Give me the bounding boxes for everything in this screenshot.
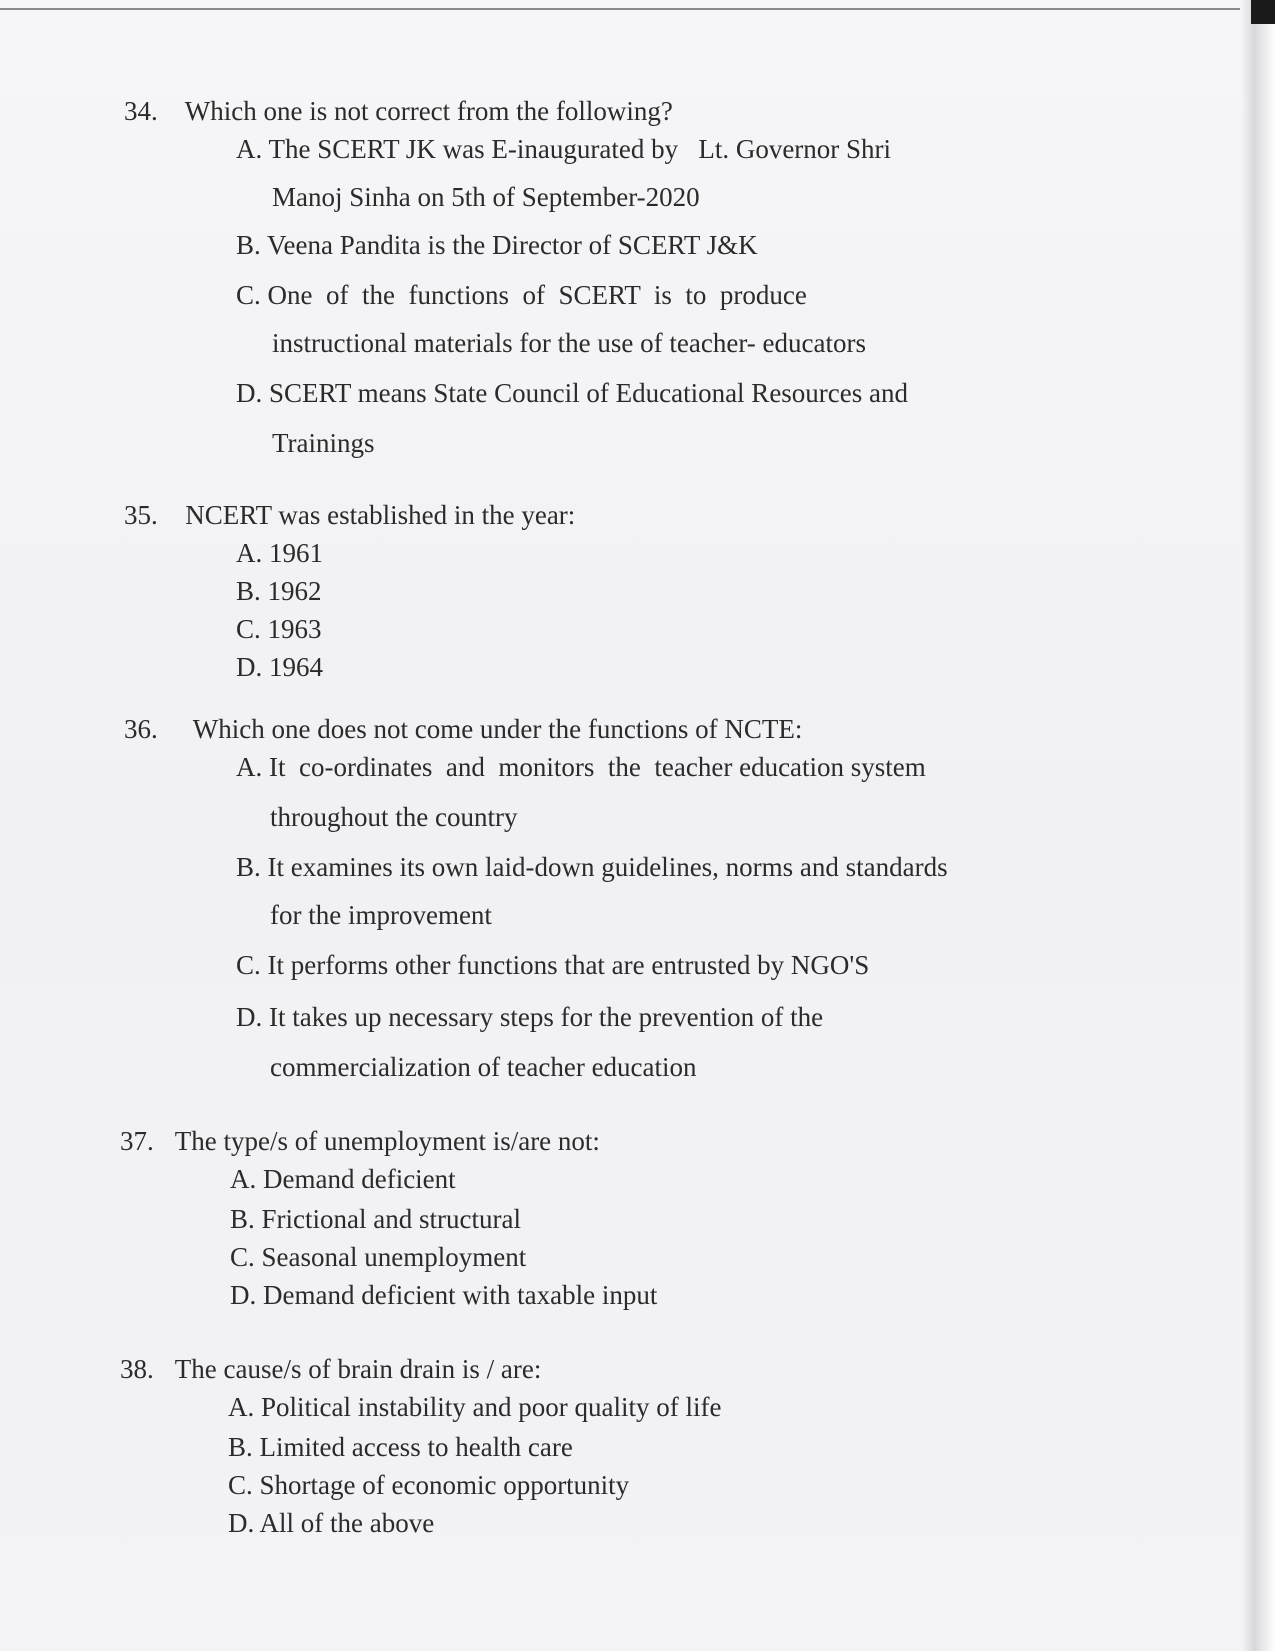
option-d <box>228 1510 434 1537</box>
option-text: It performs other functions that are entrusted by NGO'S <box>267 950 870 980</box>
option-b <box>236 232 758 259</box>
option-label: A. <box>236 134 263 164</box>
option-c <box>236 616 322 643</box>
option-b <box>228 1434 573 1461</box>
question-text: NCERT was established in the year: <box>185 500 576 530</box>
option-text: 1963 <box>267 614 322 644</box>
option-label: A. <box>236 752 263 782</box>
option-d <box>236 1004 823 1031</box>
option-text: It takes up necessary steps for the prevention of the <box>269 1002 824 1032</box>
top-rule <box>0 8 1240 10</box>
option-c <box>236 952 869 979</box>
option-c-continued: instructional materials for the use of teacher- educators <box>272 328 866 358</box>
option-text: Veena Pandita is the Director of SCERT J&K <box>267 230 758 260</box>
option-c <box>228 1472 629 1499</box>
option-label: D. <box>236 378 263 408</box>
option-label: D. <box>236 1002 263 1032</box>
question-text: Which one does not come under the functions of NCTE: <box>192 714 803 744</box>
option-a <box>236 754 926 781</box>
option-b <box>230 1206 521 1233</box>
option-label: C. <box>236 614 261 644</box>
option-b-continued: for the improvement <box>270 900 492 930</box>
option-label: D. <box>228 1508 255 1538</box>
option-text: It examines its own laid-down guidelines, norms and standards <box>267 852 948 882</box>
option-text: One of the functions of SCERT is to produce <box>267 280 807 310</box>
option-a-continued: throughout the country <box>270 802 518 832</box>
question-text: The type/s of unemployment is/are not: <box>174 1126 600 1156</box>
option-c <box>236 282 807 309</box>
option-label: C. <box>236 280 261 310</box>
option-text: Political instability and poor quality of life <box>261 1392 722 1422</box>
option-text: SCERT means State Council of Educational Resources and <box>269 378 909 408</box>
option-label: A. <box>228 1392 255 1422</box>
option-label: B. <box>228 1432 253 1462</box>
option-text: It co-ordinates and monitors the teacher education system <box>269 752 926 782</box>
option-label: A. <box>236 538 263 568</box>
scan-corner-mark <box>1251 0 1275 24</box>
option-text: 1962 <box>267 576 322 606</box>
option-d-continued: Trainings <box>272 428 375 458</box>
option-a <box>236 136 891 163</box>
option-b <box>236 578 322 605</box>
option-label: A. <box>230 1164 257 1194</box>
option-d <box>236 380 908 407</box>
option-label: B. <box>236 576 261 606</box>
option-d <box>236 654 323 681</box>
option-label: B. <box>236 230 261 260</box>
option-text: Shortage of economic opportunity <box>259 1470 630 1500</box>
option-text: All of the above <box>259 1508 435 1538</box>
option-label: C. <box>236 950 261 980</box>
question-number: 34. <box>124 96 158 126</box>
option-text: 1961 <box>269 538 323 568</box>
option-text: Demand deficient with taxable input <box>263 1280 658 1310</box>
option-b <box>236 854 948 881</box>
option-label: B. <box>236 852 261 882</box>
option-label: B. <box>230 1204 255 1234</box>
option-text: Frictional and structural <box>261 1204 521 1234</box>
page-edge-shadow <box>1241 0 1275 1651</box>
question-number: 36. <box>124 714 158 744</box>
option-a-continued: Manoj Sinha on 5th of September-2020 <box>272 182 700 212</box>
option-label: C. <box>228 1470 253 1500</box>
option-text: Demand deficient <box>263 1164 456 1194</box>
option-text: The SCERT JK was E-inaugurated by Lt. Governor Shri <box>268 134 892 164</box>
question-number: 38. <box>120 1354 154 1384</box>
option-a <box>228 1394 721 1421</box>
option-label: D. <box>230 1280 257 1310</box>
option-d-continued: commercialization of teacher education <box>270 1052 697 1082</box>
option-d <box>230 1282 657 1309</box>
option-text: 1964 <box>269 652 323 682</box>
question-number: 37. <box>120 1126 154 1156</box>
option-a <box>230 1166 456 1193</box>
option-a <box>236 540 323 567</box>
option-text: Seasonal unemployment <box>261 1242 527 1272</box>
question-number: 35. <box>124 500 158 530</box>
option-label: C. <box>230 1242 255 1272</box>
option-label: D. <box>236 652 263 682</box>
option-text: Limited access to health care <box>259 1432 573 1462</box>
question-text: The cause/s of brain drain is / are: <box>174 1354 542 1384</box>
option-c <box>230 1244 526 1271</box>
question-text: Which one is not correct from the following? <box>184 96 673 126</box>
